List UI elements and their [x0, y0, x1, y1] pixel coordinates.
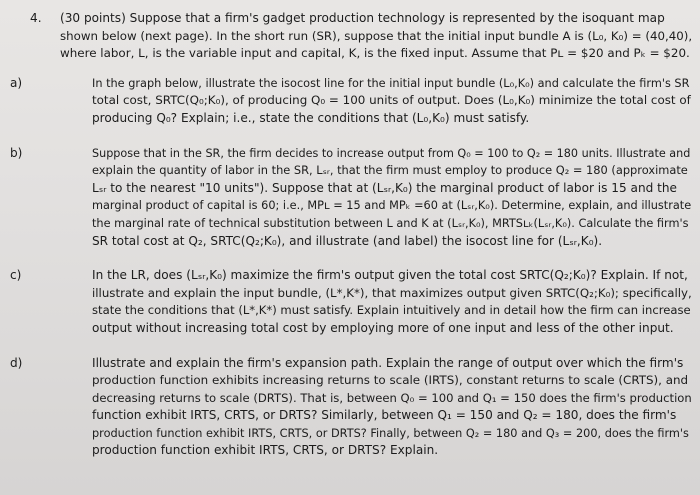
part-c-body [92, 267, 692, 337]
part-b-line-2: explain the quantity of labor in the SR, Lₛᵣ, that the firm must employ to produce Q₂ = 180 (approximate [92, 163, 688, 178]
part-d-body [92, 355, 692, 461]
part-d-line-2: production function exhibits increasing returns to scale (IRTS), constant returns to scale (CRTS), and [92, 373, 689, 388]
part-c-line-4: output without increasing total cost by employing more of one input and less of the other input. [92, 320, 674, 335]
part-a-line-2: total cost, SRTC(Q₀;K₀), of producing Q₀ = 100 units of output. Does (L₀,K₀) minimize the total cost of [92, 93, 691, 108]
part-c-label: c) [10, 268, 22, 283]
question-line-2: shown below (next page). In the short run (SR), suppose that the initial input bundle A is (L₀, K₀) = (40,40), [60, 28, 693, 43]
part-a-label: a) [10, 75, 23, 90]
part-b-line-5: the marginal rate of technical substitution between L and K at (Lₛᵣ,K₀), MRTSʟₖ(Lₛᵣ,K₀). Calculate the firm's [92, 216, 689, 230]
question-line-1: (30 points) Suppose that a firm's gadget production technology is represented by the isoquant map [60, 11, 665, 25]
part-a [10, 75, 691, 128]
part-a-line-1: In the graph below, illustrate the isocost line for the initial input bundle (L₀,K₀) and calculate the firm's SR [92, 76, 690, 90]
question-header [30, 10, 693, 63]
part-d-line-5: production function exhibit IRTS, CRTS, or DRTS? Finally, between Q₂ = 180 and Q₃ = 200, does the firm's [92, 426, 689, 440]
part-c [10, 267, 692, 337]
part-b-line-4: marginal product of capital is 60; i.e., MPʟ = 15 and MPₖ =60 at (Lₛᵣ,K₀). Determine, explain, and illustrate [92, 199, 692, 213]
part-b-line-3: Lₛᵣ to the nearest "10 units"). Suppose that at (Lₛᵣ,K₀) the marginal product of labor is 15 and the [92, 180, 677, 195]
part-b-line-1: Suppose that in the SR, the firm decides to increase output from Q₀ = 100 to Q₂ = 180 units. Illustrate and [92, 146, 691, 160]
question-line-3: where labor, L, is the variable input and capital, K, is the fixed input. Assume that Pʟ = $20 and Pₖ = $20. [60, 46, 690, 61]
part-a-body [92, 75, 691, 128]
part-d-line-6: production function exhibit IRTS, CRTS, or DRTS? Explain. [92, 443, 439, 458]
part-d-label: d) [10, 355, 23, 370]
part-d-line-4: function exhibit IRTS, CRTS, or DRTS? Similarly, between Q₁ = 150 and Q₂ = 180, does the firm's [92, 408, 677, 423]
question-number: 4. [30, 11, 42, 25]
part-d-line-1: Illustrate and explain the firm's expansion path. Explain the range of output over which the firm's [92, 355, 684, 370]
part-b [10, 145, 692, 251]
part-b-label: b) [10, 145, 23, 160]
part-c-line-3: state the conditions that (L*,K*) must satisfy. Explain intuitively and in detail how the firm can increase [92, 303, 691, 318]
part-b-line-6: SR total cost at Q₂, SRTC(Q₂;K₀), and illustrate (and label) the isocost line for (Lₛᵣ,K₀). [92, 233, 603, 248]
part-d [10, 355, 692, 461]
part-d-line-3: decreasing returns to scale (DRTS). That is, between Q₀ = 100 and Q₁ = 150 does the firm's production [92, 390, 692, 405]
part-c-line-1: In the LR, does (Lₛᵣ,K₀) maximize the firm's output given the total cost SRTC(Q₂;K₀)? Explain. If not, [92, 268, 688, 283]
part-a-line-3: producing Q₀? Explain; i.e., state the conditions that (L₀,K₀) must satisfy. [92, 110, 530, 125]
part-b-body [92, 145, 692, 251]
part-c-line-2: illustrate and explain the input bundle, (L*,K*), that maximizes output given SRTC(Q₂;K₀); specifically, [92, 285, 692, 300]
